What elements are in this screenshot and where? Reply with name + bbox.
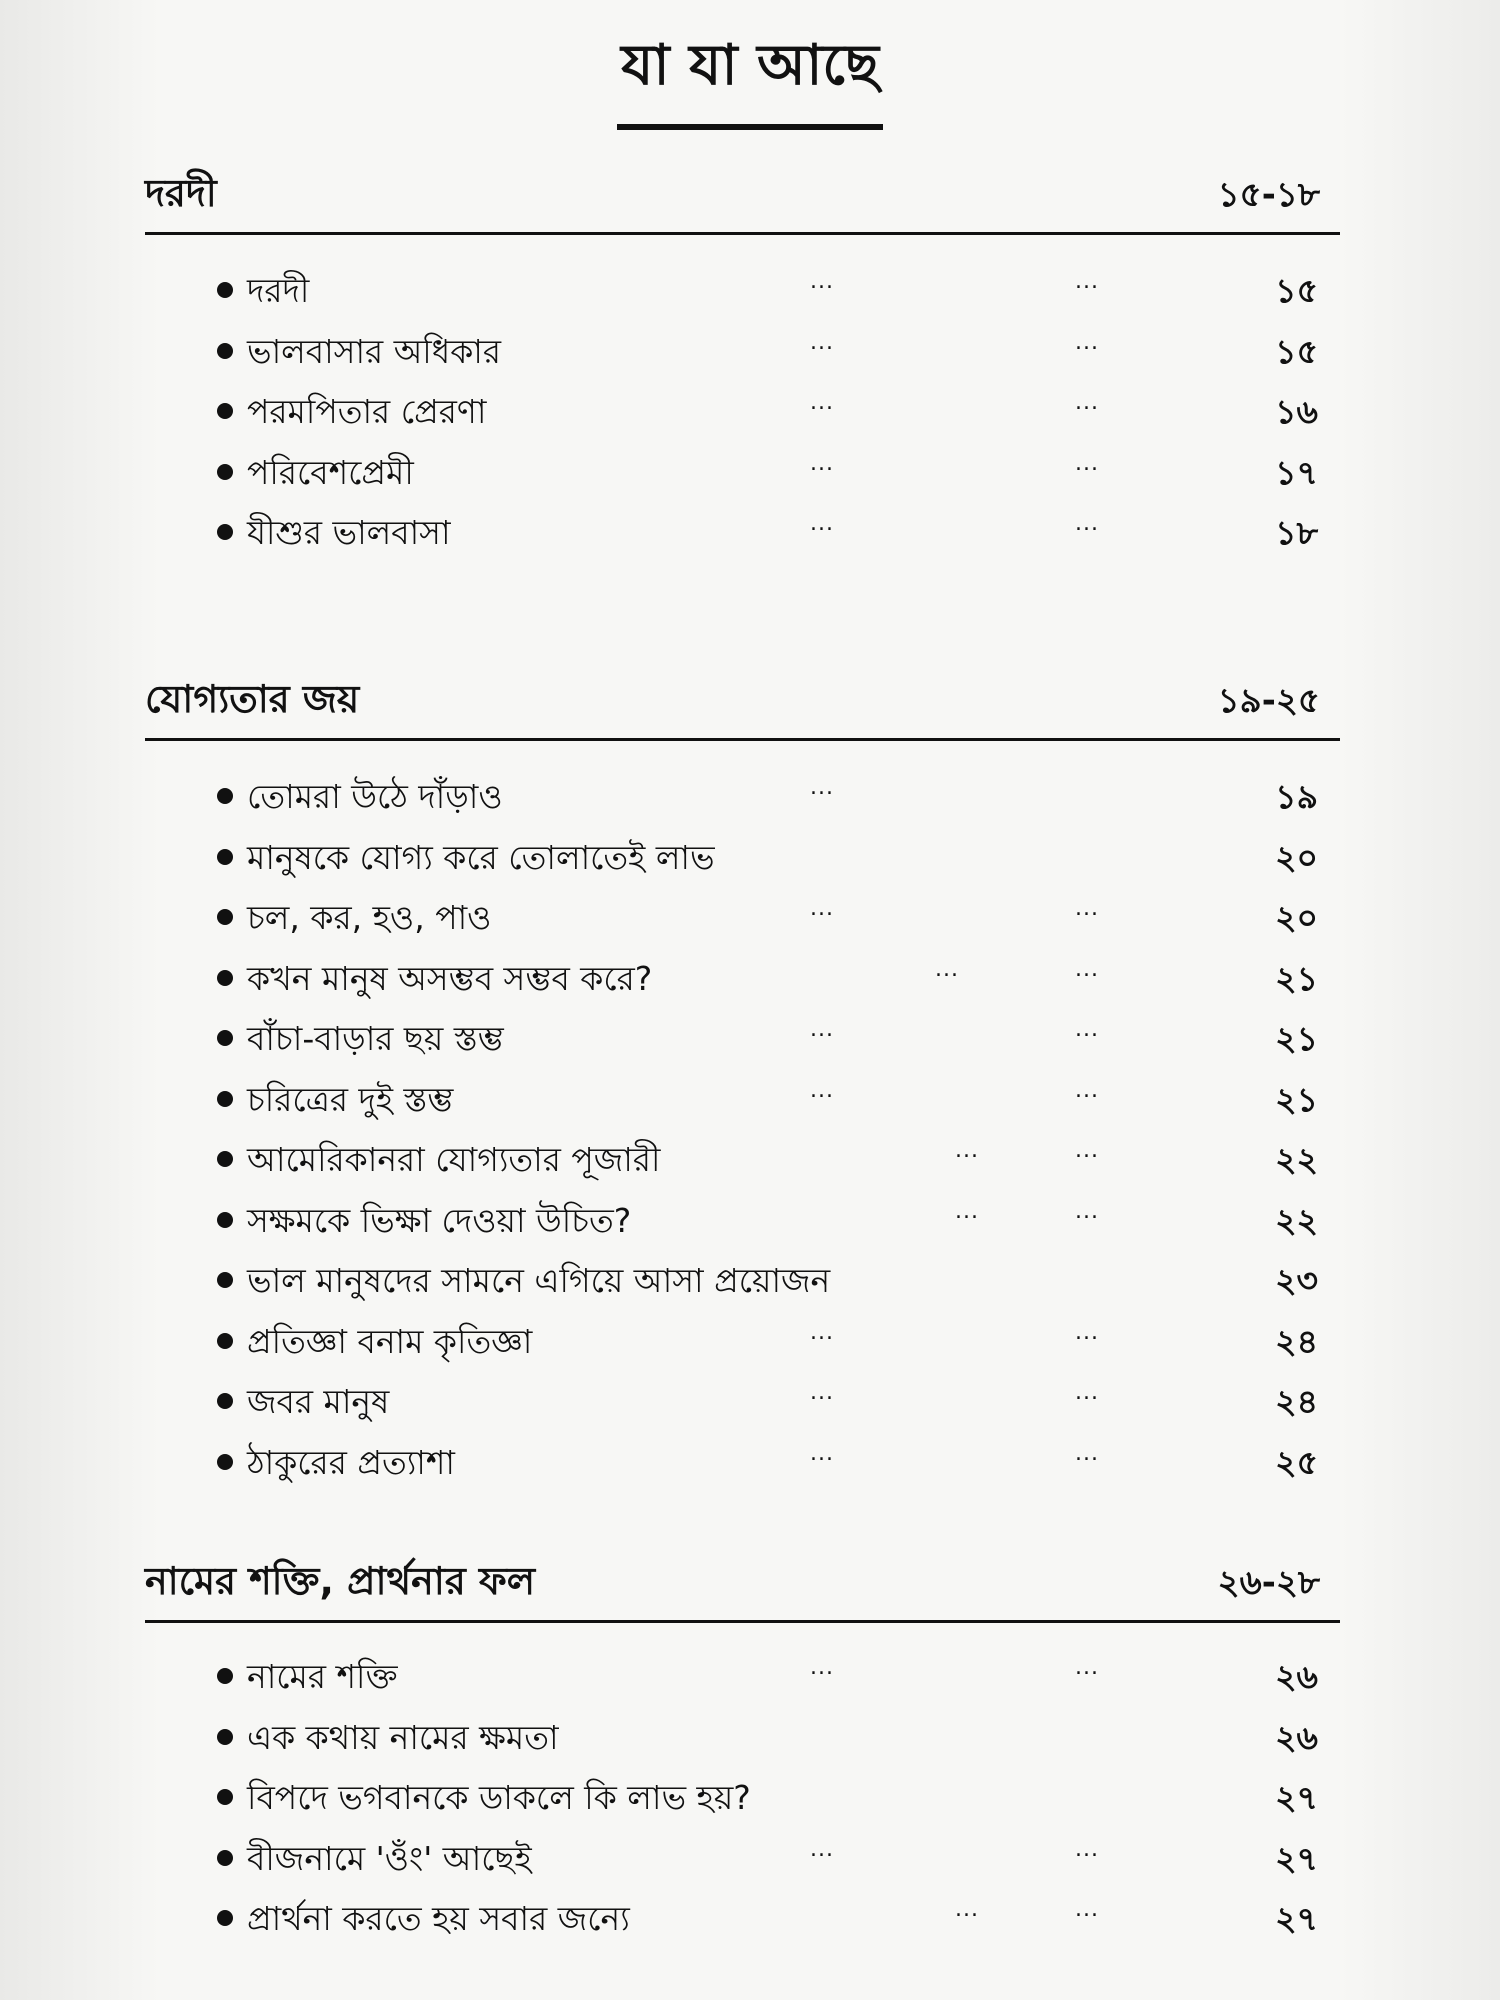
entry-title: বিপদে ভগবানকে ডাকলে কি লাভ হয়?	[247, 1778, 751, 1817]
section-header	[145, 678, 1340, 741]
entry-page: ১৮	[1275, 513, 1318, 552]
leader-dots: ...	[1075, 1440, 1099, 1466]
bullet-icon	[217, 343, 233, 359]
entry-title: চরিত্রের দুই স্তম্ভ	[247, 1079, 454, 1119]
leader-dots: ...	[810, 1655, 834, 1680]
entry-title: চল, কর, হও, পাও	[247, 898, 492, 937]
toc-entry[interactable]	[145, 1762, 1340, 1823]
entry-page: ২২	[1275, 1200, 1318, 1240]
entry-title: পরিবেশপ্রেমী	[247, 452, 414, 492]
section-items	[145, 761, 1340, 1487]
bullet-icon	[217, 282, 233, 298]
toc-entry[interactable]	[145, 1883, 1340, 1944]
entry-title: ভালবাসার অধিকার	[247, 331, 502, 371]
section-header	[145, 172, 1340, 235]
bullet-icon	[217, 1850, 233, 1866]
bullet-icon	[217, 1030, 233, 1046]
bullet-icon	[217, 909, 233, 925]
page-title	[0, 22, 1500, 130]
toc-section	[145, 678, 1340, 1487]
toc-entry[interactable]	[145, 316, 1340, 377]
toc-entry[interactable]	[145, 1245, 1340, 1306]
entry-page: ২১	[1275, 958, 1318, 998]
toc-entry[interactable]	[145, 761, 1340, 822]
leader-dots: ...	[810, 1836, 834, 1862]
section-title: নামের শক্তি, প্রার্থনার ফল	[145, 1559, 536, 1603]
entry-title: প্রার্থনা করতে হয় সবার জন্যে	[247, 1899, 630, 1938]
bullet-icon	[217, 788, 233, 804]
leader-dots: ...	[1075, 1380, 1099, 1405]
leader-dots: ...	[810, 1440, 834, 1466]
toc-entry[interactable]	[145, 376, 1340, 437]
leader-dots: ...	[1075, 1198, 1099, 1224]
leader-dots: ...	[810, 775, 834, 800]
bullet-icon	[217, 464, 233, 480]
section-page-range: ২৬-২৮	[1217, 1563, 1320, 1603]
entry-page: ১৬	[1275, 392, 1318, 431]
entry-page: ১৫	[1275, 271, 1318, 310]
section-page-range: ১৫-১৮	[1217, 175, 1320, 215]
bullet-icon	[217, 1151, 233, 1167]
leader-dots: ...	[810, 390, 834, 415]
leader-dots: ...	[810, 1319, 834, 1345]
leader-dots: ...	[810, 1380, 834, 1405]
entry-page: ১৭	[1275, 452, 1318, 492]
entry-title: ঠাকুরের প্রত্যাশা	[247, 1442, 455, 1482]
entry-page: ২৭	[1275, 1778, 1318, 1817]
leader-dots: ...	[1075, 896, 1099, 921]
bullet-icon	[217, 524, 233, 540]
entry-title: মানুষকে যোগ্য করে তোলাতেই লাভ	[247, 837, 715, 877]
entry-title: সক্ষমকে ভিক্ষা দেওয়া উচিত?	[247, 1200, 632, 1240]
bullet-icon	[217, 1789, 233, 1805]
toc-entry[interactable]	[145, 822, 1340, 883]
entry-page: ২০	[1275, 898, 1318, 937]
entry-title: যীশুর ভালবাসা	[247, 513, 451, 552]
entry-page: ২৪	[1275, 1382, 1318, 1421]
entry-page: ২৫	[1275, 1442, 1318, 1482]
toc-entry[interactable]	[145, 437, 1340, 498]
bullet-icon	[217, 970, 233, 986]
leader-dots: ...	[935, 956, 959, 982]
leader-dots: ...	[955, 1198, 979, 1224]
entry-page: ২৪	[1275, 1321, 1318, 1361]
entry-page: ১৯	[1275, 777, 1318, 816]
toc-entry[interactable]	[145, 1003, 1340, 1064]
leader-dots: ...	[1075, 1836, 1099, 1862]
bullet-icon	[217, 1091, 233, 1107]
bullet-icon	[217, 1910, 233, 1926]
toc-section	[145, 172, 1340, 558]
leader-dots: ...	[810, 1017, 834, 1042]
toc-entry[interactable]	[145, 255, 1340, 316]
bullet-icon	[217, 1454, 233, 1470]
entry-title: তোমরা উঠে দাঁড়াও	[247, 777, 503, 816]
leader-dots: ...	[1075, 1319, 1099, 1345]
bullet-icon	[217, 1272, 233, 1288]
toc-entry[interactable]	[145, 1427, 1340, 1488]
leader-dots: ...	[1075, 1077, 1099, 1103]
leader-dots: ...	[810, 896, 834, 921]
entry-page: ২৬	[1275, 1717, 1318, 1757]
leader-dots: ...	[955, 1897, 979, 1922]
bullet-icon	[217, 1729, 233, 1745]
bullet-icon	[217, 849, 233, 865]
toc-entry[interactable]	[145, 1306, 1340, 1367]
leader-dots: ...	[1075, 511, 1099, 536]
entry-title: কখন মানুষ অসম্ভব সম্ভব করে?	[247, 958, 653, 998]
bullet-icon	[217, 1393, 233, 1409]
entry-title: জবর মানুষ	[247, 1382, 390, 1421]
leader-dots: ...	[1075, 1897, 1099, 1922]
entry-title: ভাল মানুষদের সামনে এগিয়ে আসা প্রয়োজন	[247, 1261, 831, 1300]
leader-dots: ...	[1075, 956, 1099, 982]
entry-title: বাঁচা-বাড়ার ছয় স্তম্ভ	[247, 1019, 504, 1058]
toc-entry[interactable]	[145, 497, 1340, 558]
page-title-text: যা যা আছে	[617, 22, 883, 130]
bullet-icon	[217, 1333, 233, 1349]
entry-page: ২২	[1275, 1140, 1318, 1179]
section-page-range: ১৯-২৫	[1217, 681, 1320, 721]
leader-dots: ...	[810, 329, 834, 355]
entry-title: এক কথায় নামের ক্ষমতা	[247, 1717, 559, 1757]
toc-entry[interactable]	[145, 1702, 1340, 1763]
entry-page: ২০	[1275, 837, 1318, 877]
entry-page: ১৫	[1275, 331, 1318, 371]
leader-dots: ...	[1075, 269, 1099, 294]
toc-entry[interactable]	[145, 943, 1340, 1004]
leader-dots: ...	[810, 1077, 834, 1103]
leader-dots: ...	[1075, 390, 1099, 415]
leader-dots: ...	[1075, 1138, 1099, 1163]
toc-entry[interactable]	[145, 1641, 1340, 1702]
leader-dots: ...	[810, 269, 834, 294]
toc-entry[interactable]	[145, 1124, 1340, 1185]
entry-title: আমেরিকানরা যোগ্যতার পূজারী	[247, 1140, 661, 1179]
leader-dots: ...	[810, 511, 834, 536]
entry-page: ২৬	[1275, 1657, 1318, 1696]
leader-dots: ...	[1075, 450, 1099, 476]
section-items	[145, 1641, 1340, 1944]
toc-entry[interactable]	[145, 882, 1340, 943]
toc-entry[interactable]	[145, 1823, 1340, 1884]
section-title: দরদী	[145, 171, 217, 215]
entry-title: প্রতিজ্ঞা বনাম কৃতিজ্ঞা	[247, 1321, 533, 1361]
entry-page: ২৩	[1275, 1261, 1318, 1300]
entry-title: দরদী	[247, 271, 310, 310]
toc-entry[interactable]	[145, 1185, 1340, 1246]
entry-page: ২৭	[1275, 1838, 1318, 1878]
toc-entry[interactable]	[145, 1366, 1340, 1427]
bullet-icon	[217, 1212, 233, 1228]
section-items	[145, 255, 1340, 558]
entry-title: নামের শক্তি	[247, 1657, 398, 1696]
section-title: যোগ্যতার জয়	[145, 677, 360, 721]
leader-dots: ...	[955, 1138, 979, 1163]
leader-dots: ...	[1075, 1655, 1099, 1680]
leader-dots: ...	[810, 450, 834, 476]
toc-entry[interactable]	[145, 1064, 1340, 1125]
entry-page: ২১	[1275, 1019, 1318, 1058]
bullet-icon	[217, 1668, 233, 1684]
toc-section	[145, 1560, 1340, 1944]
entry-page: ২১	[1275, 1079, 1318, 1119]
section-header	[145, 1560, 1340, 1623]
entry-title: বীজনামে 'ওঁং' আছেই	[247, 1838, 532, 1878]
entry-page: ২৭	[1275, 1899, 1318, 1938]
leader-dots: ...	[1075, 1017, 1099, 1042]
entry-title: পরমপিতার প্রেরণা	[247, 392, 487, 431]
leader-dots: ...	[1075, 329, 1099, 355]
bullet-icon	[217, 403, 233, 419]
